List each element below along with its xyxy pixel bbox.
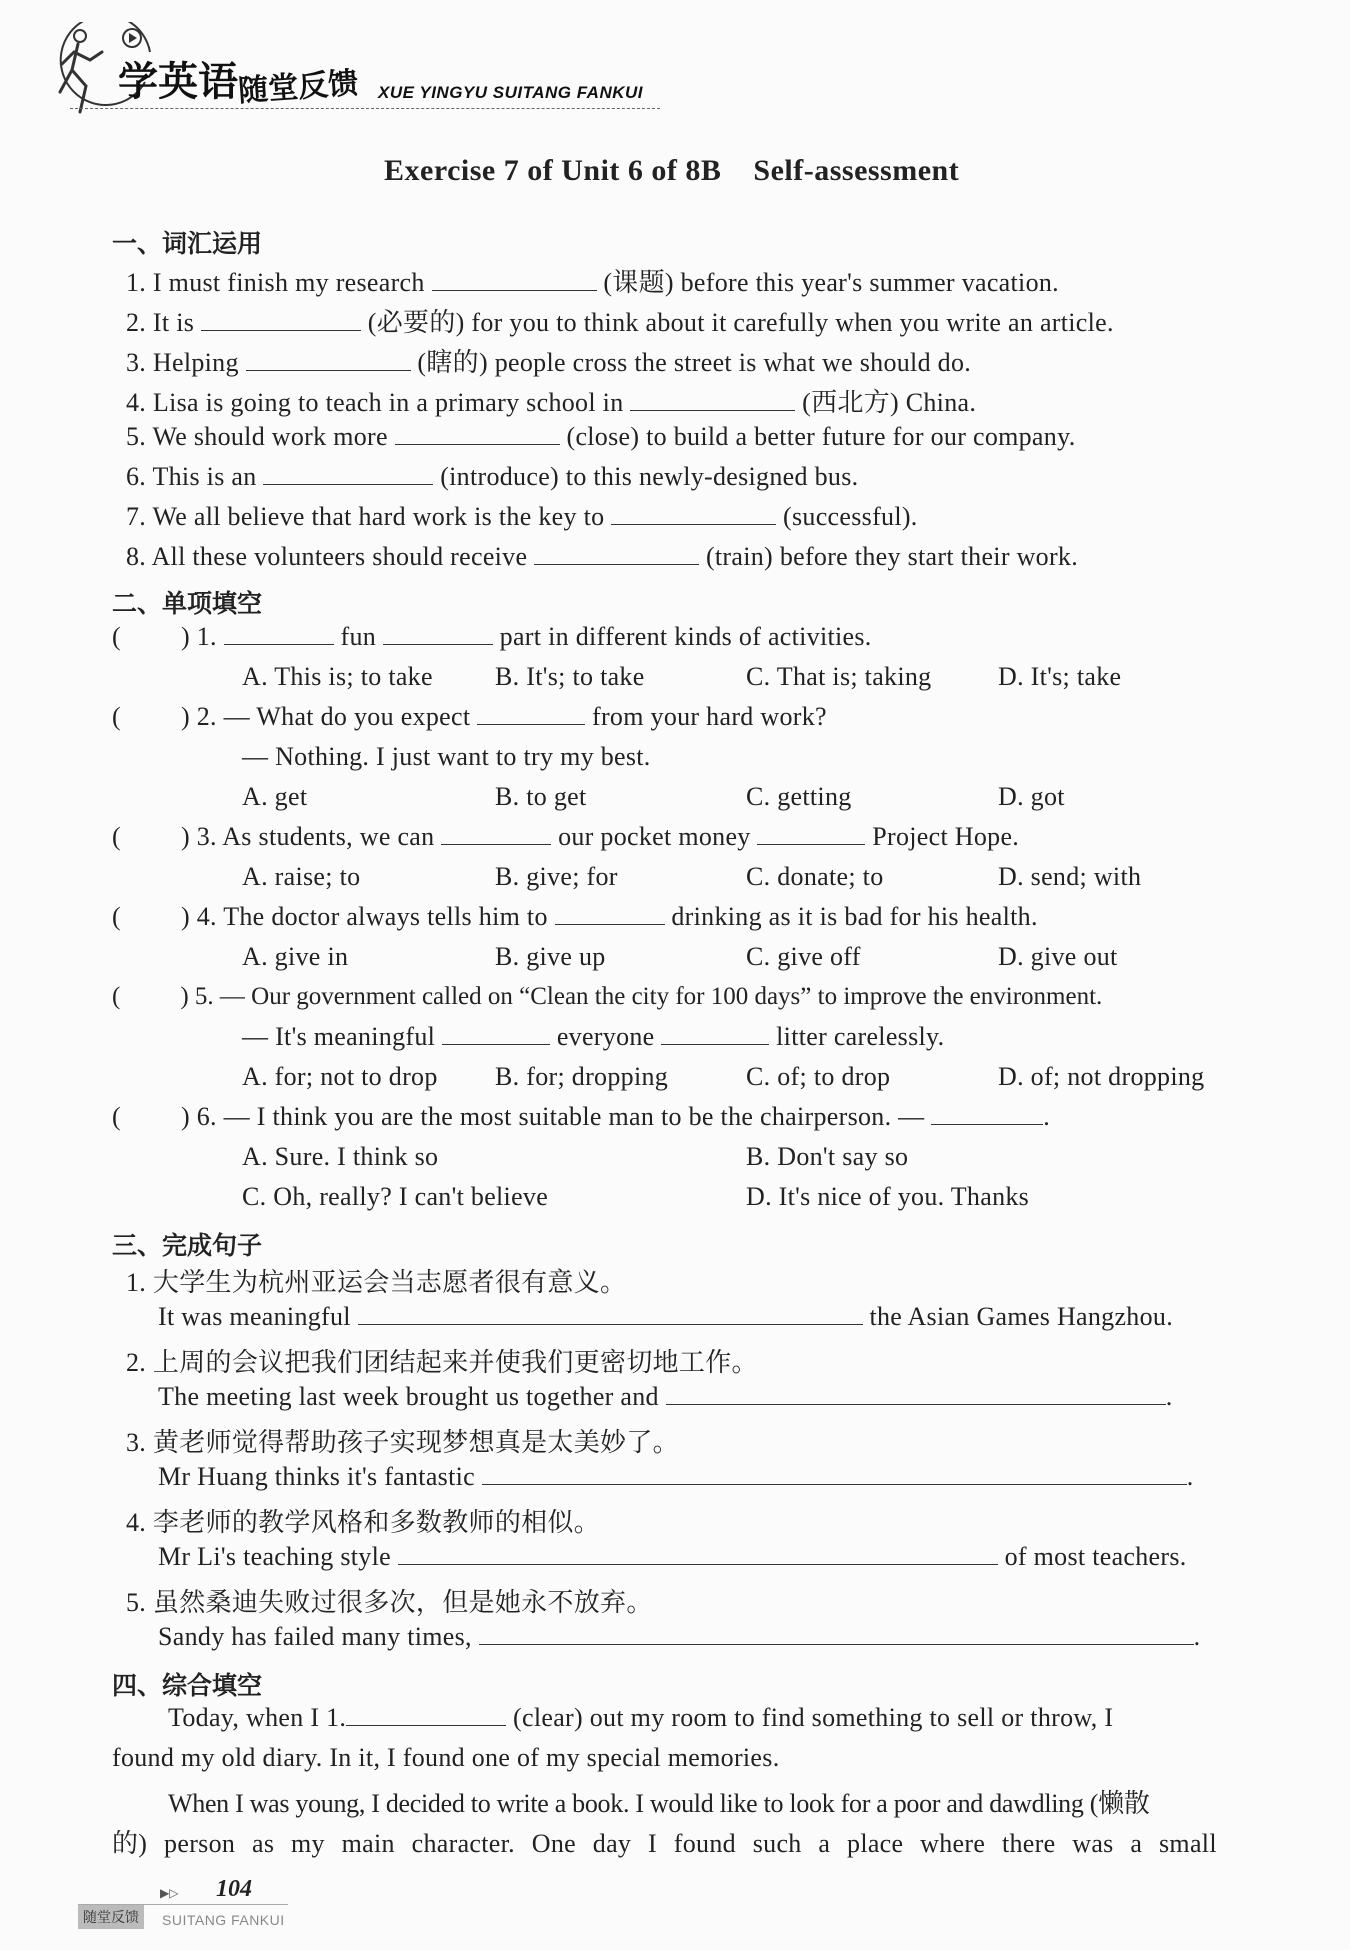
answer-paren[interactable] (121, 623, 181, 645)
sentence-en: It was meaningful the Asian Games Hangzhou. (158, 1302, 1173, 1331)
header-title-en: XUE YINGYU SUITANG FANKUI (378, 83, 644, 102)
mc-option[interactable]: B. to get (495, 782, 587, 811)
answer-blank[interactable] (555, 902, 665, 925)
answer-blank[interactable] (931, 1102, 1043, 1125)
mc-option[interactable]: D. It's nice of you. Thanks (746, 1182, 1030, 1211)
mc-question: ( ) 6. — I think you are the most suitable man to be the chairperson. — . (112, 1102, 1051, 1131)
mc-option[interactable]: B. Don't say so (746, 1142, 909, 1171)
vocab-item: 3. Helping (瞎的) people cross the street is what we should do. (126, 348, 972, 377)
mc-option[interactable]: D. give out (998, 942, 1118, 971)
mc-option[interactable]: D. of; not dropping (998, 1062, 1205, 1091)
answer-blank[interactable] (383, 622, 493, 645)
vocab-item: 8. All these volunteers should receive (train) before they start their work. (126, 542, 1079, 571)
cloze-line: When I was young, I decided to write a book. I would like to look for a poor and dawdling (懒散 (168, 1789, 1150, 1818)
mc-option[interactable]: B. It's; to take (495, 662, 645, 691)
mc-option[interactable]: B. give up (495, 942, 606, 971)
answer-paren[interactable] (121, 823, 181, 845)
answer-blank[interactable] (432, 268, 597, 291)
mc-option[interactable]: A. for; not to drop (242, 1062, 438, 1091)
mc-option[interactable]: A. raise; to (242, 862, 361, 891)
mc-dialogue-line: — Nothing. I just want to try my best. (242, 742, 651, 771)
page-arrow-icon: ▶▷ (160, 1886, 179, 1900)
mc-option[interactable]: A. get (242, 782, 308, 811)
answer-blank[interactable] (263, 462, 433, 485)
mc-option[interactable]: C. That is; taking (746, 662, 932, 691)
sentence-cn: 4. 李老师的教学风格和多数教师的相似。 (126, 1508, 601, 1537)
mc-option[interactable]: C. of; to drop (746, 1062, 891, 1091)
section-heading-vocab: 一、词汇运用 (112, 229, 263, 258)
answer-paren[interactable] (121, 903, 181, 925)
mc-question: ( ) 3. As students, we can our pocket money Project Hope. (112, 822, 1020, 851)
header-title-cn: 学英语 (118, 59, 238, 105)
answer-blank[interactable] (395, 422, 560, 445)
mc-option[interactable]: B. for; dropping (495, 1062, 669, 1091)
sentence-en: The meeting last week brought us together and . (158, 1382, 1173, 1411)
vocab-item: 2. It is (必要的) for you to think about it carefully when you write an article. (126, 308, 1114, 337)
vocab-item: 1. I must finish my research (课题) before this year's summer vacation. (126, 268, 1059, 297)
section-heading-sentences: 三、完成句子 (112, 1231, 263, 1260)
vocab-item: 7. We all believe that hard work is the key to (successful). (126, 502, 918, 531)
sentence-cn: 3. 黄老师觉得帮助孩子实现梦想真是太美妙了。 (126, 1428, 679, 1457)
sentence-cn: 2. 上周的会议把我们团结起来并使我们更密切地工作。 (126, 1348, 758, 1377)
sentence-en: Sandy has failed many times, . (158, 1622, 1201, 1651)
vocab-item: 4. Lisa is going to teach in a primary school in (西北方) China. (126, 388, 977, 417)
answer-blank[interactable] (477, 702, 585, 725)
sentence-cn: 1. 大学生为杭州亚运会当志愿者很有意义。 (126, 1268, 627, 1297)
mc-option[interactable]: D. It's; take (998, 662, 1122, 691)
answer-paren[interactable] (121, 1103, 181, 1125)
sentence-en: Mr Li's teaching style of most teachers. (158, 1542, 1187, 1571)
mc-option[interactable]: D. send; with (998, 862, 1142, 891)
vocab-item: 6. This is an (introduce) to this newly-designed bus. (126, 462, 859, 491)
mc-option[interactable]: C. getting (746, 782, 852, 811)
answer-blank[interactable] (661, 1022, 769, 1045)
answer-blank[interactable] (534, 542, 699, 565)
answer-line[interactable] (482, 1462, 1187, 1485)
answer-blank[interactable] (630, 388, 795, 411)
sentence-en: Mr Huang thinks it's fantastic . (158, 1462, 1194, 1491)
answer-line[interactable] (398, 1542, 998, 1565)
answer-blank[interactable] (611, 502, 776, 525)
answer-line[interactable] (358, 1302, 863, 1325)
answer-blank[interactable] (757, 822, 865, 845)
cloze-line: Today, when I 1. (clear) out my room to find something to sell or throw, I (168, 1703, 1114, 1732)
mc-question: ( ) 2. — What do you expect from your hard work? (112, 702, 827, 731)
sentence-cn: 5. 虽然桑迪失败过很多次，但是她永不放弃。 (126, 1588, 653, 1617)
mc-question: ( ) 1. fun part in different kinds of activities. (112, 622, 872, 651)
header-divider (70, 108, 660, 109)
page-title: Exercise 7 of Unit 6 of 8B Self-assessment (384, 154, 960, 187)
answer-blank[interactable] (224, 622, 334, 645)
answer-line[interactable] (479, 1622, 1194, 1645)
answer-paren[interactable] (121, 703, 181, 725)
answer-blank[interactable] (442, 1022, 550, 1045)
footer-tag-en: SUITANG FANKUI (162, 1912, 285, 1928)
mc-option[interactable]: C. Oh, really? I can't believe (242, 1182, 549, 1211)
mc-option[interactable]: A. This is; to take (242, 662, 433, 691)
answer-blank[interactable] (201, 308, 361, 331)
mc-option[interactable]: C. donate; to (746, 862, 884, 891)
header-subtitle-cn: 随堂反馈 (237, 65, 360, 110)
answer-line[interactable] (666, 1382, 1166, 1405)
mc-question: ( ) 5. — Our government called on “Clean the city for 100 days” to improve the environment. (112, 983, 1103, 1010)
mc-option[interactable]: A. give in (242, 942, 349, 971)
page-number: 104 (216, 1876, 252, 1902)
mc-question: ( ) 4. The doctor always tells him to drinking as it is bad for his health. (112, 902, 1038, 931)
answer-blank[interactable] (246, 348, 411, 371)
mc-option[interactable]: D. got (998, 782, 1065, 811)
answer-blank[interactable] (441, 822, 551, 845)
answer-paren[interactable] (120, 982, 180, 1004)
vocab-item: 5. We should work more (close) to build a better future for our company. (126, 422, 1076, 451)
mc-dialogue-line: — It's meaningful everyone litter carelessly. (242, 1022, 945, 1051)
section-heading-mc: 二、单项填空 (112, 589, 263, 618)
cloze-line: 的) person as my main character. One day I found such a place where there was a small (112, 1829, 1217, 1858)
section-heading-cloze: 四、综合填空 (112, 1671, 263, 1700)
mc-option[interactable]: B. give; for (495, 862, 618, 891)
mc-option[interactable]: A. Sure. I think so (242, 1142, 439, 1171)
footer-tag-cn: 随堂反馈 (78, 1905, 144, 1929)
cloze-line: found my old diary. In it, I found one of my special memories. (112, 1743, 780, 1772)
answer-blank[interactable] (346, 1703, 506, 1726)
mc-option[interactable]: C. give off (746, 942, 861, 971)
